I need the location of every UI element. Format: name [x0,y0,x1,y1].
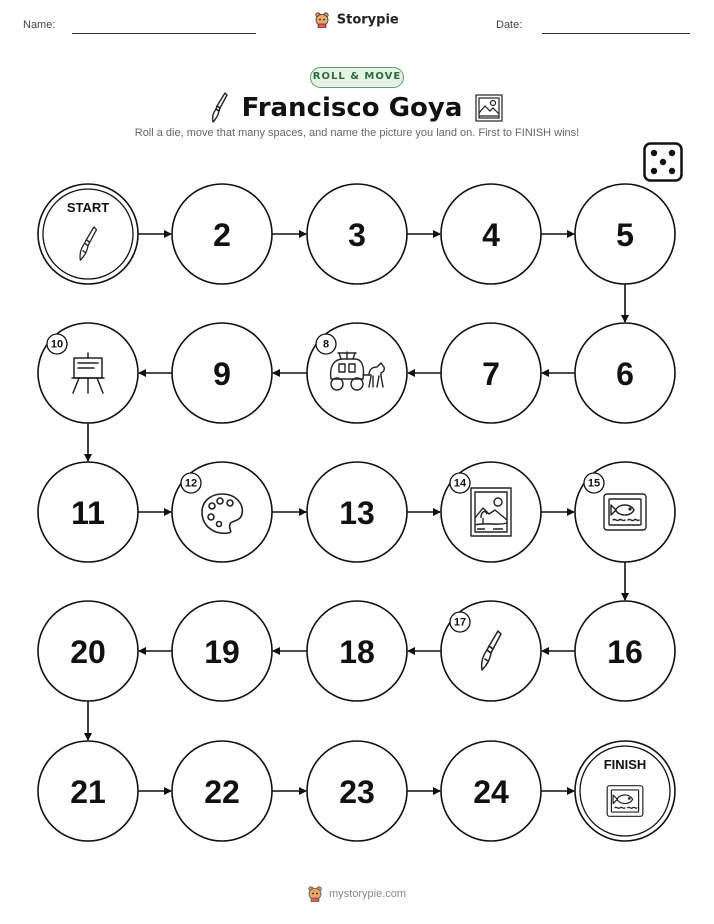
space-17[interactable] [441,601,541,701]
space-number: 4 [482,217,500,253]
space-22[interactable] [172,741,272,841]
start-space-label: START [66,200,110,215]
space-number: 16 [607,634,643,670]
space-6[interactable] [575,323,675,423]
space-8[interactable] [307,323,407,423]
space-15[interactable] [575,462,675,562]
name-label: Name: [23,19,56,31]
space-9[interactable] [172,323,272,423]
finish-space[interactable] [575,741,675,841]
space-number: 15 [587,477,601,490]
space-18[interactable] [307,601,407,701]
roll-and-move-badge: ROLL & MOVE [310,67,404,88]
space-circle [38,184,138,284]
space-number: 11 [71,495,105,531]
space-number: 14 [453,477,467,490]
space-number: 22 [204,774,240,810]
space-13[interactable] [307,462,407,562]
space-number: 10 [50,338,64,351]
space-24[interactable] [441,741,541,841]
date-label: Date: [496,19,523,31]
space-number: 6 [616,356,634,392]
space-number: 8 [322,338,330,351]
space-number: 20 [70,634,106,670]
space-number: 18 [339,634,375,670]
finish-space-label: FINISH [603,757,647,772]
space-number: 19 [204,634,240,670]
space-4[interactable] [441,184,541,284]
space-20[interactable] [38,601,138,701]
space-number: 21 [70,774,106,810]
brand-name: Storypie [336,12,399,28]
space-number: 24 [473,774,509,810]
space-21[interactable] [38,741,138,841]
space-number: 2 [213,217,231,253]
space-14[interactable] [441,462,541,562]
space-number: 3 [348,217,366,253]
space-2[interactable] [172,184,272,284]
space-number: 13 [339,495,375,531]
footer-url: mystorypie.com [329,888,407,900]
space-number: 12 [184,477,198,490]
space-10[interactable] [38,323,138,423]
footer [0,886,714,902]
start-space[interactable] [38,184,138,284]
mascot-icon [308,886,322,902]
space-number: 7 [482,356,500,392]
space-12[interactable] [172,462,272,562]
instructions: Roll a die, move that many spaces, and name the picture you land on. First to FINISH wins! [134,127,580,139]
space-7[interactable] [441,323,541,423]
space-23[interactable] [307,741,407,841]
space-5[interactable] [575,184,675,284]
space-11[interactable] [38,462,138,562]
space-number: 9 [213,356,231,392]
space-3[interactable] [307,184,407,284]
space-16[interactable] [575,601,675,701]
space-number: 17 [453,616,467,629]
page-title: Francisco Goya [241,93,463,123]
space-circle [575,741,675,841]
space-number: 5 [616,217,634,253]
space-19[interactable] [172,601,272,701]
space-number: 23 [339,774,375,810]
